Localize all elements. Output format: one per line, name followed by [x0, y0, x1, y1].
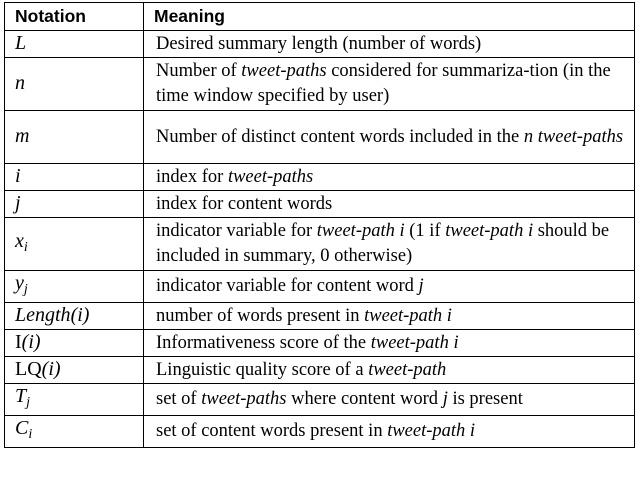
meaning-text: considered for summariza-tion (in the time window specified by user) — [156, 61, 611, 106]
notation-cell — [5, 191, 144, 218]
notation-cell — [5, 357, 144, 384]
notation-symbol — [15, 417, 33, 442]
notation-cell — [5, 330, 144, 357]
notation-symbol — [15, 32, 26, 54]
meaning-italic-text: tweet-paths — [241, 61, 327, 81]
meaning-cell — [144, 384, 635, 416]
symbol-italic: L — [15, 32, 27, 54]
meaning-text: should be included in summary, 0 otherwise) — [156, 221, 610, 266]
notation-symbol — [15, 125, 29, 147]
meaning-cell — [144, 271, 635, 303]
notation-cell — [5, 416, 144, 448]
meaning-text: index for — [156, 166, 228, 187]
notation-cell — [5, 58, 144, 111]
table-row — [5, 357, 635, 384]
table-row — [5, 191, 635, 218]
symbol-italic: j — [15, 192, 21, 214]
meaning-text: (1 if — [404, 221, 446, 241]
symbol-subscript: j — [26, 395, 31, 410]
meaning-italic-text: tweet-path i — [370, 332, 459, 353]
notation-symbol — [15, 272, 28, 297]
symbol-subscript: i — [23, 239, 28, 255]
meaning-cell — [144, 31, 635, 58]
symbol-subscript: j — [23, 282, 28, 297]
symbol-argument: (i) — [41, 358, 61, 380]
meaning-text: where content word — [286, 389, 443, 409]
meaning-italic-text: tweet-paths — [227, 166, 314, 187]
notation-cell — [5, 271, 144, 303]
table-row — [5, 330, 635, 357]
meaning-text: number of words present in — [156, 305, 365, 326]
notation-symbol — [15, 385, 31, 410]
meaning-italic-text: tweet-path — [368, 359, 447, 380]
notation-symbol — [15, 304, 89, 326]
meaning-cell — [144, 357, 635, 384]
meaning-text: Informativeness score of the — [156, 332, 371, 353]
header-notation: Notation — [5, 3, 144, 31]
table-row — [5, 164, 635, 191]
meaning-italic-text: tweet-path i — [316, 221, 405, 241]
notation-symbol — [15, 358, 61, 380]
meaning-text: Number of distinct content words included in the — [156, 126, 524, 147]
meaning-text: Number of — [156, 61, 242, 81]
meaning-italic-text: tweet-paths — [201, 389, 287, 409]
notation-cell — [5, 31, 144, 58]
symbol-argument: (i) — [70, 304, 90, 326]
meaning-cell — [144, 218, 635, 271]
symbol-italic: y — [15, 272, 24, 294]
notation-cell — [5, 303, 144, 330]
meaning-cell — [144, 164, 635, 191]
symbol-italic: C — [15, 417, 29, 439]
notation-symbol — [15, 192, 21, 214]
meaning-italic-text: tweet-path i — [445, 221, 534, 241]
notation-cell — [5, 218, 144, 271]
meaning-text: is present — [447, 389, 523, 409]
meaning-cell — [144, 330, 635, 357]
meaning-italic-text: tweet-path i — [364, 305, 452, 326]
meaning-italic-text: tweet-path i — [387, 421, 476, 441]
table-row — [5, 384, 635, 416]
meaning-italic-text: j — [442, 389, 448, 409]
meaning-text: Desired summary length (number of words) — [156, 33, 482, 54]
symbol-italic: x — [15, 229, 24, 252]
table-row — [5, 111, 635, 164]
meaning-cell — [144, 191, 635, 218]
table-row — [5, 31, 635, 58]
symbol-italic: Length — [15, 304, 71, 326]
meaning-text: indicator variable for — [156, 221, 317, 241]
notation-cell — [5, 111, 144, 164]
meaning-text: set of content words present in — [156, 421, 388, 441]
meaning-italic-text: n tweet-paths — [523, 126, 624, 147]
notation-cell — [5, 384, 144, 416]
meaning-italic-text: j — [418, 276, 424, 296]
meaning-text: index for content words — [156, 193, 333, 214]
symbol-subscript: i — [28, 427, 33, 442]
table-row — [5, 218, 635, 271]
notation-cell — [5, 164, 144, 191]
symbol-italic: i — [15, 165, 21, 187]
meaning-text: indicator variable for content word — [156, 276, 419, 296]
header-meaning: Meaning — [144, 3, 635, 31]
notation-table — [4, 2, 635, 448]
symbol-upright: I — [15, 331, 22, 353]
meaning-cell — [144, 111, 635, 164]
symbol-italic: n — [15, 72, 25, 94]
meaning-text: Linguistic quality score of a — [156, 359, 369, 380]
meaning-cell — [144, 303, 635, 330]
header-row — [5, 3, 635, 31]
table-row — [5, 416, 635, 448]
table-row — [5, 58, 635, 111]
table-body — [5, 31, 635, 448]
notation-symbol — [15, 72, 25, 94]
notation-symbol — [15, 229, 28, 255]
notation-symbol — [15, 165, 21, 187]
meaning-cell — [144, 58, 635, 111]
symbol-italic: m — [15, 125, 30, 147]
table-row — [5, 271, 635, 303]
symbol-upright: LQ — [15, 358, 42, 380]
symbol-argument: (i) — [21, 331, 41, 353]
meaning-cell — [144, 416, 635, 448]
symbol-italic: T — [15, 385, 27, 407]
table-row — [5, 303, 635, 330]
notation-symbol — [15, 331, 41, 353]
meaning-text: set of — [156, 389, 202, 409]
